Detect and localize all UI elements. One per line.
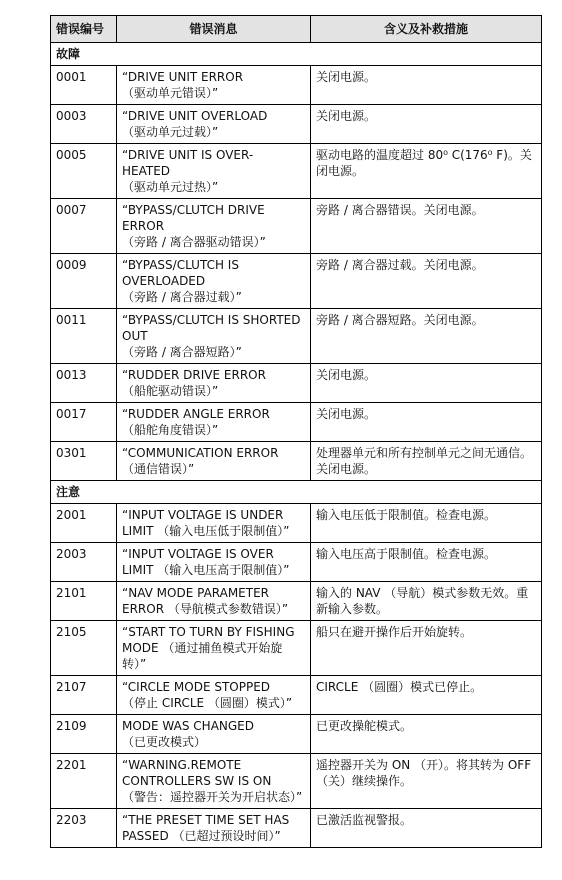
error-message-chinese: （驱动单元错误）” <box>122 86 219 100</box>
error-message-chinese: （驱动单元过载）” <box>122 125 219 139</box>
error-message-english: “WARNING.REMOTE CONTROLLERS SW IS ON <box>122 758 272 788</box>
error-message-cell <box>117 199 311 254</box>
error-message-cell <box>117 105 311 144</box>
error-message-cell <box>117 809 311 848</box>
error-message-english: “INPUT VOLTAGE IS UNDER LIMIT （输入电压低于限制值）” <box>122 508 290 538</box>
section-title: 故障 <box>51 43 542 66</box>
error-message-english: “BYPASS/CLUTCH IS SHORTED OUT <box>122 313 301 343</box>
error-code-cell: 2101 <box>51 582 117 621</box>
error-message-cell <box>117 582 311 621</box>
error-message-english: “DRIVE UNIT ERROR <box>122 70 244 84</box>
table-header-row <box>51 16 542 43</box>
error-code-cell: 0301 <box>51 442 117 481</box>
meaning-remedy-cell: CIRCLE （圆圈）模式已停止。 <box>311 676 542 715</box>
table-row <box>51 403 542 442</box>
table-row <box>51 582 542 621</box>
meaning-remedy-cell: 处理器单元和所有控制单元之间无通信。关闭电源。 <box>311 442 542 481</box>
error-message-english: “NAV MODE PARAMETER ERROR （导航模式参数错误）” <box>122 586 289 616</box>
error-message-cell <box>117 66 311 105</box>
error-code-cell: 0017 <box>51 403 117 442</box>
table-body <box>51 43 542 848</box>
error-code-cell: 0009 <box>51 254 117 309</box>
section-header-row <box>51 481 542 504</box>
table-row <box>51 144 542 199</box>
error-message-cell <box>117 309 311 364</box>
error-message-english: “COMMUNICATION ERROR <box>122 446 279 460</box>
error-message-english: “CIRCLE MODE STOPPED <box>122 680 271 694</box>
table-row <box>51 504 542 543</box>
error-code-cell: 0007 <box>51 199 117 254</box>
error-code-cell: 0001 <box>51 66 117 105</box>
meaning-remedy-cell: 驱动电路的温度超过 80⁰ C(176⁰ F)。关闭电源。 <box>311 144 542 199</box>
error-code-cell: 2203 <box>51 809 117 848</box>
error-message-chinese: （船舵角度错误）” <box>122 423 219 437</box>
error-code-cell: 2105 <box>51 621 117 676</box>
error-message-chinese: （船舵驱动错误）” <box>122 384 219 398</box>
error-message-english: “INPUT VOLTAGE IS OVER LIMIT （输入电压高于限制值）” <box>122 547 290 577</box>
error-message-cell <box>117 254 311 309</box>
error-code-cell: 0003 <box>51 105 117 144</box>
error-message-chinese: （警告：遥控器开关为开启状态）” <box>122 790 303 804</box>
error-code-cell: 2003 <box>51 543 117 582</box>
table-row <box>51 715 542 754</box>
meaning-remedy-cell: 已激活监视警报。 <box>311 809 542 848</box>
error-message-english: MODE WAS CHANGED <box>122 719 254 733</box>
error-message-cell <box>117 364 311 403</box>
error-message-english: “START TO TURN BY FISHING MODE （通过捕鱼模式开始旋转）” <box>122 625 295 671</box>
error-code-cell: 0005 <box>51 144 117 199</box>
error-message-chinese: （通信错误）” <box>122 462 195 476</box>
meaning-remedy-cell: 旁路 / 离合器错误。关闭电源。 <box>311 199 542 254</box>
error-message-chinese: （旁路 / 离合器短路）” <box>122 345 242 359</box>
error-code-cell: 0013 <box>51 364 117 403</box>
error-message-english: “BYPASS/CLUTCH IS OVERLOADED <box>122 258 239 288</box>
error-message-cell <box>117 403 311 442</box>
error-message-english: “THE PRESET TIME SET HAS PASSED （已超过预设时间）” <box>122 813 290 843</box>
error-message-cell <box>117 754 311 809</box>
error-code-cell: 2107 <box>51 676 117 715</box>
error-message-cell <box>117 543 311 582</box>
header-meaning-remedy: 含义及补救措施 <box>311 16 542 43</box>
error-message-cell <box>117 676 311 715</box>
meaning-remedy-cell: 遥控器开关为 ON （开）。将其转为 OFF （关）继续操作。 <box>311 754 542 809</box>
section-header-row <box>51 43 542 66</box>
error-message-english: “RUDDER ANGLE ERROR <box>122 407 270 421</box>
meaning-remedy-cell: 旁路 / 离合器短路。关闭电源。 <box>311 309 542 364</box>
error-message-chinese: （已更改模式） <box>122 735 207 749</box>
table-row <box>51 309 542 364</box>
table-row <box>51 105 542 144</box>
error-message-english: “BYPASS/CLUTCH DRIVE ERROR <box>122 203 265 233</box>
table-row <box>51 754 542 809</box>
error-code-cell: 2001 <box>51 504 117 543</box>
error-message-chinese: （旁路 / 离合器过载）” <box>122 290 242 304</box>
table-row <box>51 254 542 309</box>
header-error-code: 错误编号 <box>51 16 117 43</box>
table-row <box>51 809 542 848</box>
table-row <box>51 66 542 105</box>
error-message-table <box>50 15 542 848</box>
meaning-remedy-cell: 已更改操舵模式。 <box>311 715 542 754</box>
error-message-cell <box>117 621 311 676</box>
error-message-cell <box>117 504 311 543</box>
table-row <box>51 543 542 582</box>
error-message-english: “RUDDER DRIVE ERROR <box>122 368 266 382</box>
error-code-cell: 2109 <box>51 715 117 754</box>
table-row <box>51 199 542 254</box>
meaning-remedy-cell: 输入的 NAV （导航）模式参数无效。重新输入参数。 <box>311 582 542 621</box>
section-title: 注意 <box>51 481 542 504</box>
header-error-message: 错误消息 <box>117 16 311 43</box>
meaning-remedy-cell: 船只在避开操作后开始旋转。 <box>311 621 542 676</box>
error-code-cell: 2201 <box>51 754 117 809</box>
error-message-cell <box>117 715 311 754</box>
table-row <box>51 442 542 481</box>
error-message-english: “DRIVE UNIT OVERLOAD <box>122 109 268 123</box>
error-message-chinese: （停止 CIRCLE （圆圈）模式）” <box>122 696 293 710</box>
table-row <box>51 364 542 403</box>
table-row <box>51 621 542 676</box>
error-message-chinese: （旁路 / 离合器驱动错误）” <box>122 235 266 249</box>
meaning-remedy-cell: 关闭电源。 <box>311 105 542 144</box>
error-message-chinese: （驱动单元过热）” <box>122 180 219 194</box>
error-message-cell <box>117 442 311 481</box>
table-row <box>51 676 542 715</box>
meaning-remedy-cell: 旁路 / 离合器过载。关闭电源。 <box>311 254 542 309</box>
meaning-remedy-cell: 关闭电源。 <box>311 66 542 105</box>
meaning-remedy-cell: 关闭电源。 <box>311 364 542 403</box>
meaning-remedy-cell: 关闭电源。 <box>311 403 542 442</box>
error-code-cell: 0011 <box>51 309 117 364</box>
error-message-cell <box>117 144 311 199</box>
meaning-remedy-cell: 输入电压高于限制值。检查电源。 <box>311 543 542 582</box>
error-message-english: “DRIVE UNIT IS OVER- HEATED <box>122 148 254 178</box>
meaning-remedy-cell: 输入电压低于限制值。检查电源。 <box>311 504 542 543</box>
